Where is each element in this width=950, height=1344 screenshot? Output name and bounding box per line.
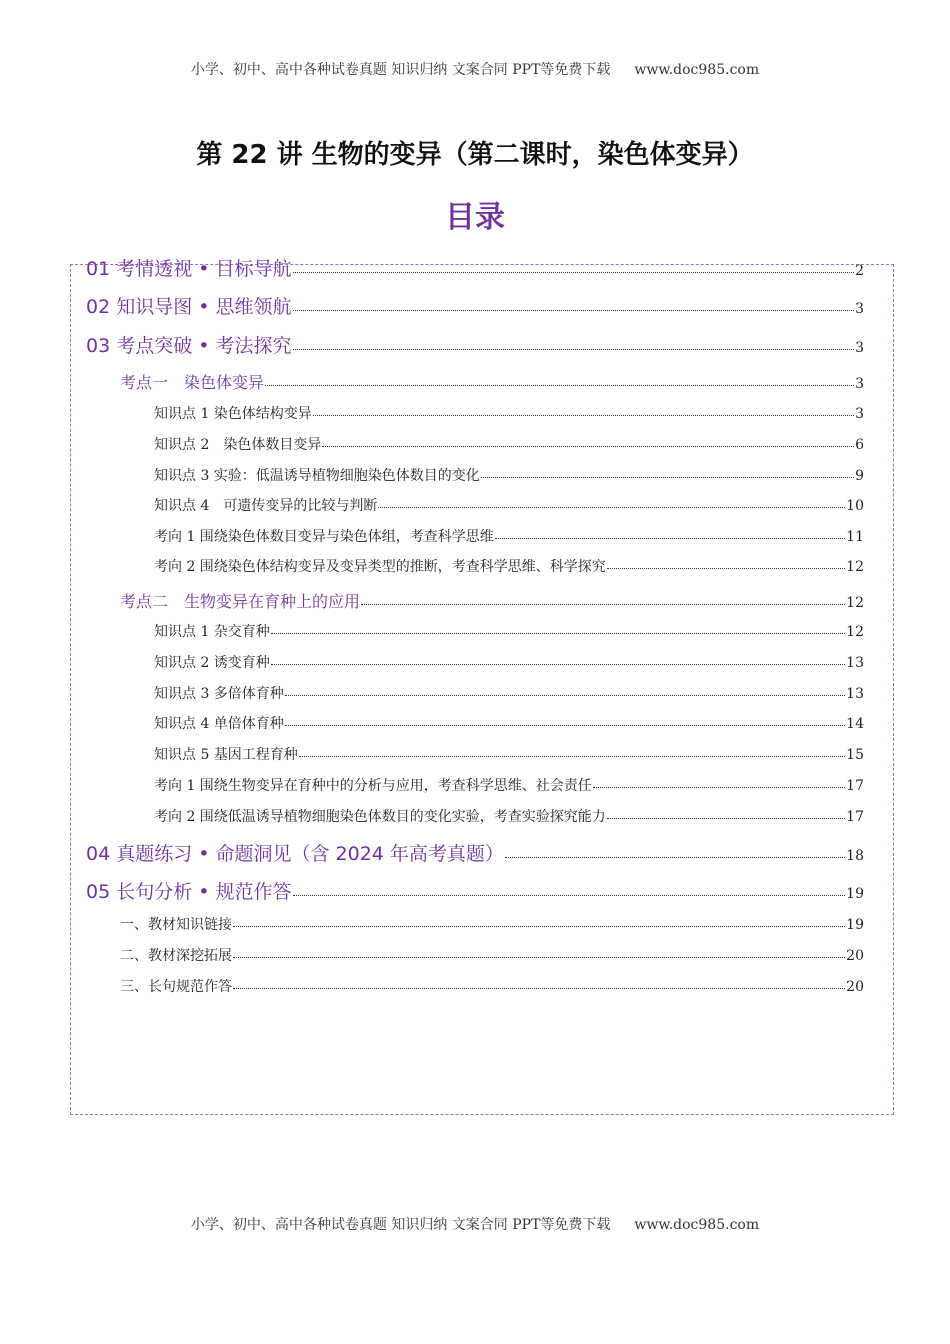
- toc-entry-item[interactable]: 二、教材深挖拓展 20: [120, 948, 864, 964]
- toc-entry-item[interactable]: 考向 1 围绕生物变异在育种中的分析与应用，考查科学思维、社会责任 17: [154, 778, 864, 794]
- toc-entry-topic-1[interactable]: 考点一 染色体变异 3: [120, 373, 864, 392]
- page-header: [0, 59, 950, 79]
- toc-entry-item[interactable]: 知识点 2 染色体数目变异 6: [154, 437, 864, 453]
- toc-entry-item[interactable]: 考向 1 围绕染色体数目变异与染色体组，考查科学思维 11: [154, 529, 864, 545]
- header-text: 小学、初中、高中各种试卷真题 知识归纳 文案合同 PPT等免费下载: [190, 62, 611, 78]
- toc-entry-item[interactable]: 知识点 4 单倍体育种 14: [154, 716, 864, 732]
- footer-text: 小学、初中、高中各种试卷真题 知识归纳 文案合同 PPT等免费下载: [190, 1217, 611, 1233]
- toc-heading: 目录: [445, 200, 505, 235]
- toc-entry-topic-2[interactable]: 考点二 生物变异在育种上的应用 12: [120, 592, 864, 611]
- page-footer: [0, 1214, 950, 1234]
- toc-entry-item[interactable]: 三、长句规范作答 20: [120, 979, 864, 995]
- toc-entry-item[interactable]: 考向 2 围绕低温诱导植物细胞染色体数目的变化实验，考查实验探究能力 17: [154, 809, 864, 825]
- toc-entry-section-03[interactable]: 03 考点突破 • 考法探究 3: [86, 335, 864, 357]
- toc-entry-section-05[interactable]: 05 长句分析 • 规范作答 19: [86, 881, 864, 903]
- toc-entry-item[interactable]: 知识点 5 基因工程育种 15: [154, 747, 864, 763]
- toc-entry-section-02[interactable]: 02 知识导图 • 思维领航 3: [86, 296, 864, 318]
- toc-entry-item[interactable]: 知识点 1 染色体结构变异 3: [154, 406, 864, 422]
- toc-entry-item[interactable]: 知识点 3 实验：低温诱导植物细胞染色体数目的变化 9: [154, 468, 864, 484]
- toc-entry-section-01[interactable]: 01 考情透视 • 目标导航 2: [86, 258, 864, 280]
- toc-entry-item[interactable]: 知识点 3 多倍体育种 13: [154, 686, 864, 702]
- toc-entry-item[interactable]: 知识点 2 诱变育种 13: [154, 655, 864, 671]
- toc-entry-item[interactable]: 考向 2 围绕染色体结构变异及变异类型的推断，考查科学思维、科学探究 12: [154, 559, 864, 575]
- toc-entry-item[interactable]: 一、教材知识链接 19: [120, 917, 864, 933]
- document-title: 第 22 讲 生物的变异（第二课时，染色体变异）: [196, 140, 754, 170]
- header-site-link[interactable]: www.doc985.com: [634, 62, 760, 78]
- toc-entry-item[interactable]: 知识点 1 杂交育种 12: [154, 624, 864, 640]
- toc-entry-section-04[interactable]: 04 真题练习 • 命题洞见（含 2024 年高考真题） 18: [86, 843, 864, 865]
- toc-entry-item[interactable]: 知识点 4 可遗传变异的比较与判断 10: [154, 498, 864, 514]
- footer-site-link[interactable]: www.doc985.com: [634, 1217, 760, 1233]
